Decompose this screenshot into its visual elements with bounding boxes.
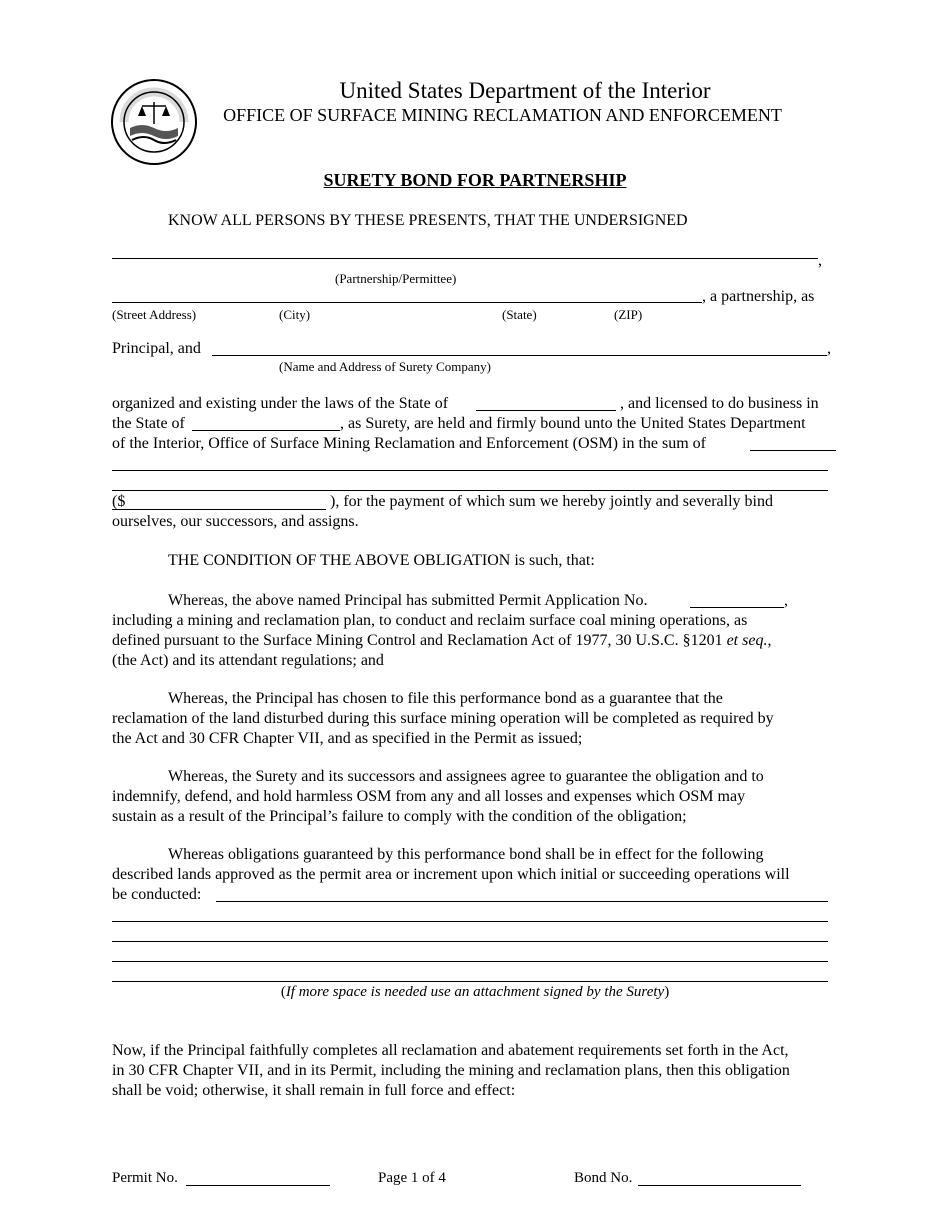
organized-line-2b: , as Surety, are held and firmly bound unto the United States Department bbox=[340, 415, 806, 432]
lands-description-line-4[interactable] bbox=[112, 961, 828, 962]
sum-words-line-2[interactable] bbox=[112, 490, 828, 491]
comma: , bbox=[827, 340, 831, 357]
attachment-note: (If more space is needed use an attachment signed by the Surety) bbox=[280, 984, 670, 1000]
page-number: Page 1 of 4 bbox=[378, 1170, 446, 1186]
principal-and: Principal, and bbox=[112, 340, 201, 357]
surety-label: (Name and Address of Surety Company) bbox=[279, 359, 491, 374]
organized-line-1b: , and licensed to do business in bbox=[620, 395, 819, 412]
department-title: United States Department of the Interior bbox=[339, 78, 711, 103]
street-label: (Street Address) bbox=[112, 307, 197, 322]
dollar-open: ($ bbox=[112, 493, 126, 510]
organized-line-2a: the State of bbox=[112, 415, 185, 432]
lands-description-line-3[interactable] bbox=[112, 941, 828, 942]
address-field[interactable] bbox=[112, 302, 702, 303]
zip-label: (ZIP) bbox=[614, 307, 643, 322]
bond-no-label: Bond No. bbox=[574, 1170, 633, 1186]
comma: , bbox=[784, 592, 788, 609]
lands-description-line-1[interactable] bbox=[216, 901, 828, 902]
permit-no-label: Permit No. bbox=[112, 1170, 178, 1186]
whereas3-line-b: indemnify, defend, and hold harmless OSM from any and all losses and expenses which OSM may bbox=[112, 788, 746, 805]
form-title: SURETY BOND FOR PARTNERSHIP bbox=[323, 170, 627, 190]
comma: , bbox=[818, 252, 822, 269]
whereas1-line-d: (the Act) and its attendant regulations; and bbox=[112, 652, 384, 669]
now-line-c: shall be void; otherwise, it shall remain in full force and effect: bbox=[112, 1082, 516, 1099]
now-line-a: Now, if the Principal faithfully completes all reclamation and abatement requirements set forth in the Act, bbox=[112, 1042, 789, 1059]
lands-description-line-5[interactable] bbox=[112, 981, 828, 982]
state-label: (State) bbox=[502, 307, 537, 322]
whereas3-line-a: Whereas, the Surety and its successors and assignees agree to guarantee the obligation and to bbox=[168, 768, 764, 785]
whereas2-line-c: the Act and 30 CFR Chapter VII, and as specified in the Permit as issued; bbox=[112, 730, 583, 747]
permit-application-field[interactable] bbox=[690, 607, 784, 608]
whereas4-line-c: be conducted: bbox=[112, 886, 202, 903]
condition-heading: THE CONDITION OF THE ABOVE OBLIGATION is such, that: bbox=[168, 552, 595, 569]
partnership-field[interactable] bbox=[112, 258, 818, 259]
know-all-statement: KNOW ALL PERSONS BY THESE PRESENTS, THAT THE UNDERSIGNED bbox=[168, 212, 688, 229]
sum-words-line-1[interactable] bbox=[112, 470, 828, 471]
bond-no-field[interactable] bbox=[638, 1185, 801, 1186]
whereas2-line-b: reclamation of the land disturbed during this surface mining operation will be completed as required by bbox=[112, 710, 774, 727]
now-line-b: in 30 CFR Chapter VII, and in its Permit, including the mining and reclamation plans, then this obligation bbox=[112, 1062, 790, 1079]
payment-text-2: ourselves, our successors, and assigns. bbox=[112, 513, 359, 530]
lands-description-line-2[interactable] bbox=[112, 921, 828, 922]
whereas1-line-c: defined pursuant to the Surface Mining Control and Reclamation Act of 1977, 30 U.S.C. §1201 et seq., bbox=[112, 632, 772, 649]
organized-line-1a: organized and existing under the laws of the State of bbox=[112, 395, 449, 412]
city-label: (City) bbox=[279, 307, 311, 322]
organized-line-3: of the Interior, Office of Surface Mining Reclamation and Enforcement (OSM) in the sum of bbox=[112, 435, 706, 452]
office-title: OFFICE OF SURFACE MINING RECLAMATION AND ENFORCEMENT bbox=[223, 105, 782, 125]
whereas4-line-b: described lands approved as the permit area or increment upon which initial or succeeding operations will bbox=[112, 866, 790, 883]
state-of-organization-field[interactable] bbox=[476, 410, 616, 411]
whereas3-line-c: sustain as a result of the Principal’s failure to comply with the condition of the obligation; bbox=[112, 808, 687, 825]
partnership-label: (Partnership/Permittee) bbox=[335, 271, 457, 286]
whereas4-line-a: Whereas obligations guaranteed by this performance bond shall be in effect for the following bbox=[168, 846, 764, 863]
a-partnership-as: , a partnership, as bbox=[702, 288, 815, 305]
whereas2-line-a: Whereas, the Principal has chosen to file this performance bond as a guarantee that the bbox=[168, 690, 723, 707]
surety-field[interactable] bbox=[212, 355, 827, 356]
dollar-amount-field[interactable] bbox=[112, 509, 326, 510]
whereas1-line-b: including a mining and reclamation plan, to conduct and reclaim surface coal mining operations, as bbox=[112, 612, 748, 629]
payment-text: ), for the payment of which sum we hereby jointly and severally bind bbox=[330, 493, 773, 510]
sum-field[interactable] bbox=[750, 450, 836, 451]
whereas1-line-a: Whereas, the above named Principal has submitted Permit Application No. bbox=[168, 592, 648, 609]
permit-no-field[interactable] bbox=[186, 1185, 330, 1186]
licensed-state-field[interactable] bbox=[192, 430, 340, 431]
